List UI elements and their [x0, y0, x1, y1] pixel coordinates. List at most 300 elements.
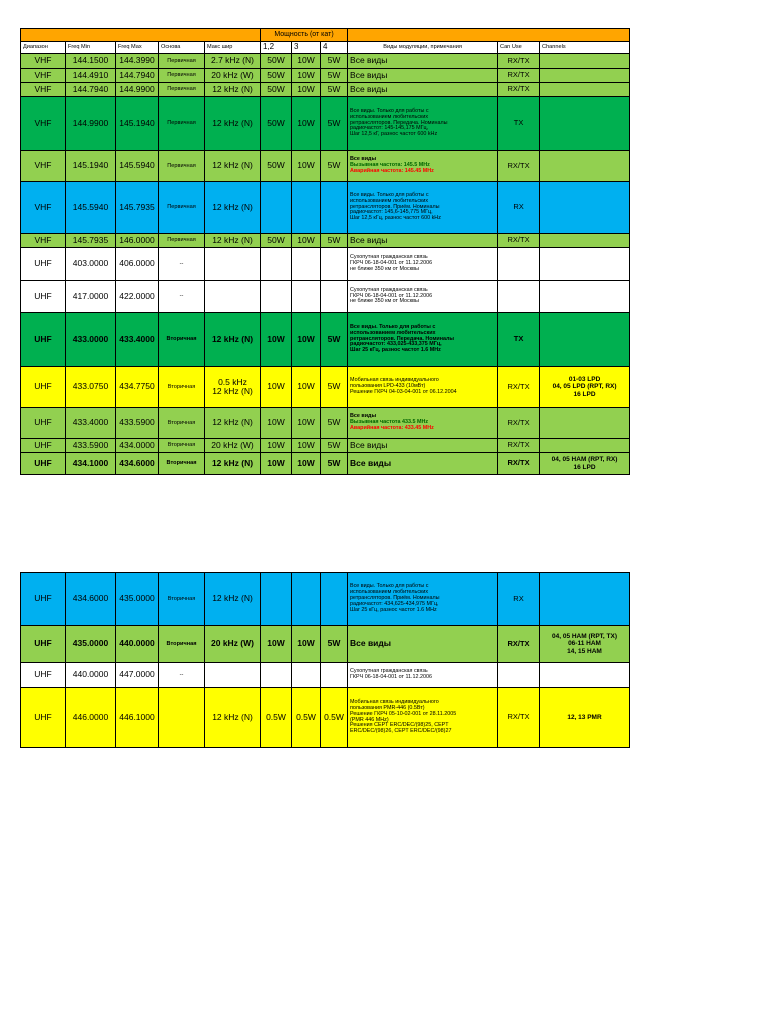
note-line: ретрансляторов. Приём. Номиналы: [350, 595, 440, 602]
power-4-cell: [321, 663, 348, 688]
channels-cell: [540, 83, 630, 97]
freq-min-cell: 433.0000: [66, 313, 116, 367]
note-line: не ближе 350 км от Москвы: [350, 298, 419, 305]
freq-min-cell: 145.1940: [66, 151, 116, 182]
freq-max-cell: 422.0000: [116, 281, 159, 313]
power-4-cell: 5W: [321, 54, 348, 69]
note-line: Мобильная связь индивидуального: [350, 377, 439, 384]
freq-max-cell: 406.0000: [116, 248, 159, 281]
table-row: [21, 313, 630, 367]
power-4-cell: 5W: [321, 313, 348, 367]
basis-cell: Первичная: [159, 234, 205, 248]
bandwidth-line: 0.5 kHz: [218, 376, 247, 387]
col-header-power-4: 4: [321, 42, 348, 54]
power-3-cell: 10W: [292, 54, 321, 69]
band-cell: UHF: [21, 626, 66, 663]
power-12-cell: 10W: [261, 626, 292, 663]
freq-min-cell: 434.6000: [66, 573, 116, 626]
bandwidth-line: 12 kHz (N): [212, 160, 253, 171]
channels-cell: [540, 688, 630, 748]
table-row: [21, 281, 630, 313]
freq-min-cell: 144.1500: [66, 54, 116, 69]
freq-max-cell: 433.4000: [116, 313, 159, 367]
col-header-freq-min: Freq Min: [66, 42, 116, 54]
note-line: Решения CEPT ERC/DEC/(98)25, CEPT: [350, 722, 449, 729]
note-line: ГКРЧ 06-18-04-001 от 11.12.2006: [350, 292, 433, 299]
notes-cell: [348, 54, 498, 69]
power-3-cell: [292, 573, 321, 626]
basis-cell: --: [159, 281, 205, 313]
can-use-cell: RX/TX: [498, 151, 540, 182]
power-12-cell: [261, 573, 292, 626]
channels-cell: [540, 97, 630, 151]
freq-min-cell: 433.5900: [66, 439, 116, 453]
bandwidth-line: 20 kHz (W): [211, 439, 254, 450]
power-4-cell: [321, 182, 348, 234]
can-use-cell: RX/TX: [498, 54, 540, 69]
bandwidth-line: 12 kHz (N): [212, 593, 253, 604]
notes-cell: [348, 248, 498, 281]
note-line: Все виды. Только для работы с: [350, 107, 429, 114]
table-row: [21, 83, 630, 97]
basis-cell: Вторичная: [159, 408, 205, 439]
note-line: Шаг 12,5 кГц, разнос частот 600 kHz: [350, 215, 441, 222]
note-line: Все виды. Только для работы с: [350, 323, 436, 330]
basis-cell: Первичная: [159, 54, 205, 69]
can-use-cell: RX: [498, 182, 540, 234]
band-cell: VHF: [21, 83, 66, 97]
channel-line: 14, 15 HAM: [567, 647, 602, 655]
can-use-cell: RX/TX: [498, 234, 540, 248]
band-cell: UHF: [21, 573, 66, 626]
can-use-cell: [498, 248, 540, 281]
notes-cell: [348, 151, 498, 182]
notes-cell: [348, 626, 498, 663]
channels-cell: [540, 182, 630, 234]
can-use-cell: RX/TX: [498, 69, 540, 83]
column-header-row: [21, 42, 630, 54]
notes-cell: [348, 69, 498, 83]
power-12-cell: [261, 182, 292, 234]
basis-cell: [159, 688, 205, 748]
power-12-cell: 50W: [261, 54, 292, 69]
can-use-cell: RX: [498, 573, 540, 626]
power-12-cell: 50W: [261, 69, 292, 83]
table-row: [21, 97, 630, 151]
bandwidth-line: 2.7 kHz (N): [211, 55, 254, 66]
note-line: радиочастот: 434,625-434,975 МГц,: [350, 600, 439, 607]
note-line: Все виды: [350, 55, 388, 66]
table-row: [21, 69, 630, 83]
bandwidth-line: 12 kHz (N): [212, 386, 253, 396]
basis-cell: Вторичная: [159, 367, 205, 408]
notes-cell: [348, 408, 498, 439]
power-4-cell: 5W: [321, 151, 348, 182]
can-use-cell: RX/TX: [498, 408, 540, 439]
note-line: Шаг 12,5 кГ, разнос частот 600 kHz: [350, 131, 438, 138]
note-line: Все виды: [350, 69, 388, 80]
title-spacer: [348, 29, 630, 42]
power-12-cell: 10W: [261, 313, 292, 367]
power-3-cell: 10W: [292, 439, 321, 453]
bandwidth-line: 12 kHz (N): [212, 234, 253, 245]
note-line: ГКРЧ 06-18-04-001 от 11.12.2006: [350, 260, 433, 267]
can-use-cell: [498, 663, 540, 688]
note-line: использованием любительских: [350, 329, 436, 336]
note-line: использованием любительских: [350, 113, 429, 120]
freq-min-cell: 433.0750: [66, 367, 116, 408]
freq-min-cell: 435.0000: [66, 626, 116, 663]
freq-max-cell: 145.1940: [116, 97, 159, 151]
power-4-cell: 5W: [321, 69, 348, 83]
bandwidth-line: 12 kHz (N): [212, 117, 253, 128]
note-line: Решение ГКРЧ 04-03-04-001 от 06.12.2004: [350, 388, 457, 395]
power-12-cell: 10W: [261, 439, 292, 453]
bandwidth-line: 20 kHz (W): [211, 638, 254, 649]
frequency-table-top: [20, 28, 630, 475]
bandwidth-line: 12 kHz (N): [212, 201, 253, 212]
channel-line: 04, 05 HAM (RPT, RX): [551, 456, 618, 464]
power-4-cell: [321, 573, 348, 626]
notes-cell: [348, 281, 498, 313]
notes-cell: [348, 367, 498, 408]
note-line: Шаг 25 кГц, разнос частот 1.6 MHz: [350, 347, 441, 354]
channel-line: 16 LPD: [573, 463, 596, 471]
channels-cell: [540, 69, 630, 83]
power-3-cell: 10W: [292, 408, 321, 439]
note-line: Все виды: [350, 457, 392, 468]
note-line: ретрансляторов. Передача. Номиналы: [350, 119, 448, 126]
band-cell: UHF: [21, 453, 66, 475]
notes-cell: [348, 234, 498, 248]
table-row: [21, 54, 630, 69]
notes-cell: [348, 573, 498, 626]
can-use-cell: RX/TX: [498, 688, 540, 748]
freq-min-cell: 145.7935: [66, 234, 116, 248]
band-cell: VHF: [21, 151, 66, 182]
channels-cell: [540, 367, 630, 408]
table-row: [21, 688, 630, 748]
table-row: [21, 151, 630, 182]
basis-cell: --: [159, 663, 205, 688]
band-cell: UHF: [21, 367, 66, 408]
band-cell: VHF: [21, 182, 66, 234]
power-3-cell: 10W: [292, 313, 321, 367]
power-4-cell: 5W: [321, 626, 348, 663]
table-row: [21, 234, 630, 248]
note-line: радиочастот: 145-145,175 МГц,: [350, 125, 429, 132]
note-line: Все виды: [350, 156, 377, 163]
power-3-cell: [292, 281, 321, 313]
basis-cell: --: [159, 248, 205, 281]
col-header-basis: Основа: [159, 42, 205, 54]
can-use-cell: RX/TX: [498, 626, 540, 663]
freq-max-cell: 146.0000: [116, 234, 159, 248]
note-line: радиочастот: 145,6-145,775 МГц,: [350, 209, 433, 216]
band-cell: VHF: [21, 234, 66, 248]
channel-line: 16 LPD: [573, 390, 596, 398]
basis-cell: Вторичная: [159, 626, 205, 663]
basis-cell: Вторичная: [159, 439, 205, 453]
power-12-cell: 0.5W: [261, 688, 292, 748]
freq-min-cell: 144.4910: [66, 69, 116, 83]
channels-cell: [540, 439, 630, 453]
note-line: Сухопутная гражданская связь: [350, 286, 428, 293]
channels-cell: [540, 408, 630, 439]
power-12-cell: 50W: [261, 151, 292, 182]
power-3-cell: 10W: [292, 626, 321, 663]
freq-max-cell: 447.0000: [116, 663, 159, 688]
freq-max-cell: 145.7935: [116, 182, 159, 234]
power-4-cell: 0.5W: [321, 688, 348, 748]
power-3-cell: [292, 248, 321, 281]
power-12-cell: 10W: [261, 453, 292, 475]
power-12-cell: [261, 248, 292, 281]
basis-cell: Первичная: [159, 97, 205, 151]
frequency-table-bottom: [20, 572, 630, 748]
power-4-cell: 5W: [321, 97, 348, 151]
basis-cell: Вторичная: [159, 573, 205, 626]
freq-min-cell: 145.5940: [66, 182, 116, 234]
bandwidth-cell: [205, 688, 261, 748]
bandwidth-cell: [205, 248, 261, 281]
channel-line: 04, 05 LPD (RPT, RX): [552, 383, 617, 391]
power-4-cell: 5W: [321, 83, 348, 97]
power-12-cell: 10W: [261, 408, 292, 439]
table-row: [21, 248, 630, 281]
freq-min-cell: 446.0000: [66, 688, 116, 748]
note-line: Сухопутная гражданская связь: [350, 254, 428, 261]
freq-max-cell: 144.7940: [116, 69, 159, 83]
col-header-power-3: 3: [292, 42, 321, 54]
note-line: Шаг 25 кГц, разнос частот 1.6 MHz: [350, 606, 437, 613]
freq-min-cell: 417.0000: [66, 281, 116, 313]
col-header-power-12: 1,2: [261, 42, 292, 54]
note-line: Все виды. Только для работы с: [350, 191, 429, 198]
note-line: не ближе 350 км от Москвы: [350, 265, 419, 272]
table-row: [21, 573, 630, 626]
note-line: Все виды: [350, 83, 388, 94]
basis-cell: Первичная: [159, 182, 205, 234]
channels-cell: [540, 313, 630, 367]
power-12-cell: 10W: [261, 367, 292, 408]
power-3-cell: 10W: [292, 367, 321, 408]
freq-max-cell: 446.1000: [116, 688, 159, 748]
bandwidth-line: 12 kHz (N): [211, 457, 254, 468]
freq-min-cell: 403.0000: [66, 248, 116, 281]
col-header-can-use: Can Use: [498, 42, 540, 54]
channels-cell: [540, 151, 630, 182]
freq-min-cell: 440.0000: [66, 663, 116, 688]
note-line: ретрансляторов. Приём. Номиналы: [350, 203, 440, 210]
can-use-cell: RX/TX: [498, 83, 540, 97]
channel-line: 01-03 LPD: [568, 376, 601, 384]
notes-cell: [348, 453, 498, 475]
note-line: ERC/DEC/(98)26, CEPT ERC/DEC/(98)27: [350, 728, 452, 735]
col-header-channels: Channels: [540, 42, 630, 54]
title-spacer: [21, 29, 261, 42]
channels-cell: [540, 248, 630, 281]
notes-cell: [348, 182, 498, 234]
band-cell: UHF: [21, 248, 66, 281]
channel-line: 12, 13 PMR: [567, 713, 602, 721]
power-12-cell: [261, 281, 292, 313]
freq-min-cell: 434.1000: [66, 453, 116, 475]
power-3-cell: 10W: [292, 83, 321, 97]
note-line: Все виды: [350, 234, 388, 245]
power-4-cell: 5W: [321, 367, 348, 408]
bandwidth-cell: [205, 453, 261, 475]
freq-max-cell: 144.9900: [116, 83, 159, 97]
freq-min-cell: 144.9900: [66, 97, 116, 151]
can-use-cell: RX/TX: [498, 453, 540, 475]
basis-cell: Первичная: [159, 83, 205, 97]
note-line: Все виды: [350, 413, 377, 420]
band-cell: VHF: [21, 54, 66, 69]
note-line: пользования LPD-433 (10мВт): [350, 383, 426, 390]
power-3-cell: 10W: [292, 234, 321, 248]
notes-cell: [348, 688, 498, 748]
channels-cell: [540, 281, 630, 313]
bandwidth-line: 12 kHz (N): [211, 333, 254, 344]
bandwidth-line: 12 kHz (N): [212, 417, 253, 428]
freq-min-cell: 144.7940: [66, 83, 116, 97]
basis-cell: Вторичная: [159, 313, 205, 367]
band-cell: UHF: [21, 663, 66, 688]
band-cell: UHF: [21, 281, 66, 313]
note-line: Аварийная частота: 145.45 MHz: [350, 167, 434, 174]
power-4-cell: [321, 281, 348, 313]
bandwidth-cell: [205, 281, 261, 313]
table-row: [21, 439, 630, 453]
col-header-notes: Виды модуляции, примечания: [348, 42, 498, 54]
freq-max-cell: 145.5940: [116, 151, 159, 182]
channels-cell: [540, 573, 630, 626]
freq-max-cell: 144.3990: [116, 54, 159, 69]
note-line: Вызывная частота: 145.5 MHz: [350, 162, 430, 169]
power-12-cell: 50W: [261, 97, 292, 151]
bandwidth-cell: [205, 663, 261, 688]
table-row: [21, 408, 630, 439]
channel-line: 04, 05 HAM (RPT, TX): [551, 633, 617, 641]
note-line: Решение ГКРЧ 05-10-02-001 от 28.11.2005: [350, 710, 457, 717]
channels-cell: [540, 626, 630, 663]
col-header-bandwidth: Макс шир: [205, 42, 261, 54]
power-12-cell: 50W: [261, 83, 292, 97]
table-row: [21, 453, 630, 475]
note-line: Вызывная частота 433.5 MHz: [350, 419, 429, 426]
power-4-cell: [321, 248, 348, 281]
can-use-cell: [498, 281, 540, 313]
power-3-cell: 0.5W: [292, 688, 321, 748]
band-cell: UHF: [21, 439, 66, 453]
freq-max-cell: 434.6000: [116, 453, 159, 475]
note-line: радиочастот: 433,025-433,375 МГц,: [350, 341, 442, 348]
note-line: (PMR 446 MHz): [350, 716, 389, 723]
note-line: Сухопутная гражданская связь: [350, 668, 428, 675]
table-row: [21, 626, 630, 663]
basis-cell: Первичная: [159, 151, 205, 182]
freq-max-cell: 435.0000: [116, 573, 159, 626]
basis-cell: Вторичная: [159, 453, 205, 475]
bandwidth-cell: [205, 69, 261, 83]
bandwidth-line: 20 kHz (W): [211, 69, 254, 80]
notes-cell: [348, 313, 498, 367]
freq-max-cell: 434.0000: [116, 439, 159, 453]
table-row: [21, 182, 630, 234]
bandwidth-cell: [205, 151, 261, 182]
bandwidth-line: 12 kHz (N): [212, 711, 253, 722]
power-group-title: Мощность (от кат): [261, 29, 348, 42]
channels-cell: [540, 54, 630, 69]
bandwidth-cell: [205, 54, 261, 69]
freq-min-cell: 433.4000: [66, 408, 116, 439]
power-3-cell: 10W: [292, 97, 321, 151]
power-12-cell: 50W: [261, 234, 292, 248]
notes-cell: [348, 83, 498, 97]
note-line: использованием любительских: [350, 197, 429, 204]
note-line: Аварийная частота: 433.45 MHz: [350, 424, 434, 431]
power-4-cell: 5W: [321, 439, 348, 453]
basis-cell: Первичная: [159, 69, 205, 83]
power-3-cell: [292, 182, 321, 234]
note-line: использованием любительских: [350, 589, 429, 596]
table-row: [21, 663, 630, 688]
notes-cell: [348, 97, 498, 151]
band-cell: UHF: [21, 313, 66, 367]
note-line: Все виды. Только для работы с: [350, 583, 429, 590]
freq-max-cell: 433.5900: [116, 408, 159, 439]
can-use-cell: RX/TX: [498, 439, 540, 453]
bandwidth-cell: [205, 367, 261, 408]
power-4-cell: 5W: [321, 408, 348, 439]
can-use-cell: TX: [498, 97, 540, 151]
col-header-freq-max: Freq Max: [116, 42, 159, 54]
bandwidth-cell: [205, 182, 261, 234]
power-3-cell: 10W: [292, 151, 321, 182]
power-3-cell: 10W: [292, 453, 321, 475]
bandwidth-cell: [205, 97, 261, 151]
note-line: Все виды: [350, 638, 392, 649]
channels-cell: [540, 663, 630, 688]
freq-max-cell: 434.7750: [116, 367, 159, 408]
power-group-header: [21, 29, 630, 42]
bandwidth-cell: [205, 83, 261, 97]
power-3-cell: 10W: [292, 69, 321, 83]
freq-max-cell: 440.0000: [116, 626, 159, 663]
note-line: Мобильная связь индивидуального: [350, 699, 439, 706]
band-cell: VHF: [21, 97, 66, 151]
notes-cell: [348, 663, 498, 688]
note-line: Все виды: [350, 439, 388, 450]
bandwidth-line: 12 kHz (N): [212, 83, 253, 94]
can-use-cell: RX/TX: [498, 367, 540, 408]
col-header-band: Диапазон: [21, 42, 66, 54]
power-4-cell: 5W: [321, 234, 348, 248]
channel-line: 06-11 HAM: [568, 640, 601, 648]
power-4-cell: 5W: [321, 453, 348, 475]
notes-cell: [348, 439, 498, 453]
channels-cell: [540, 453, 630, 475]
bandwidth-cell: [205, 408, 261, 439]
can-use-cell: TX: [498, 313, 540, 367]
band-cell: UHF: [21, 408, 66, 439]
bandwidth-cell: [205, 439, 261, 453]
bandwidth-cell: [205, 573, 261, 626]
table-row: [21, 367, 630, 408]
band-cell: VHF: [21, 69, 66, 83]
note-line: ретрансляторов. Передача. Номиналы: [350, 335, 455, 342]
